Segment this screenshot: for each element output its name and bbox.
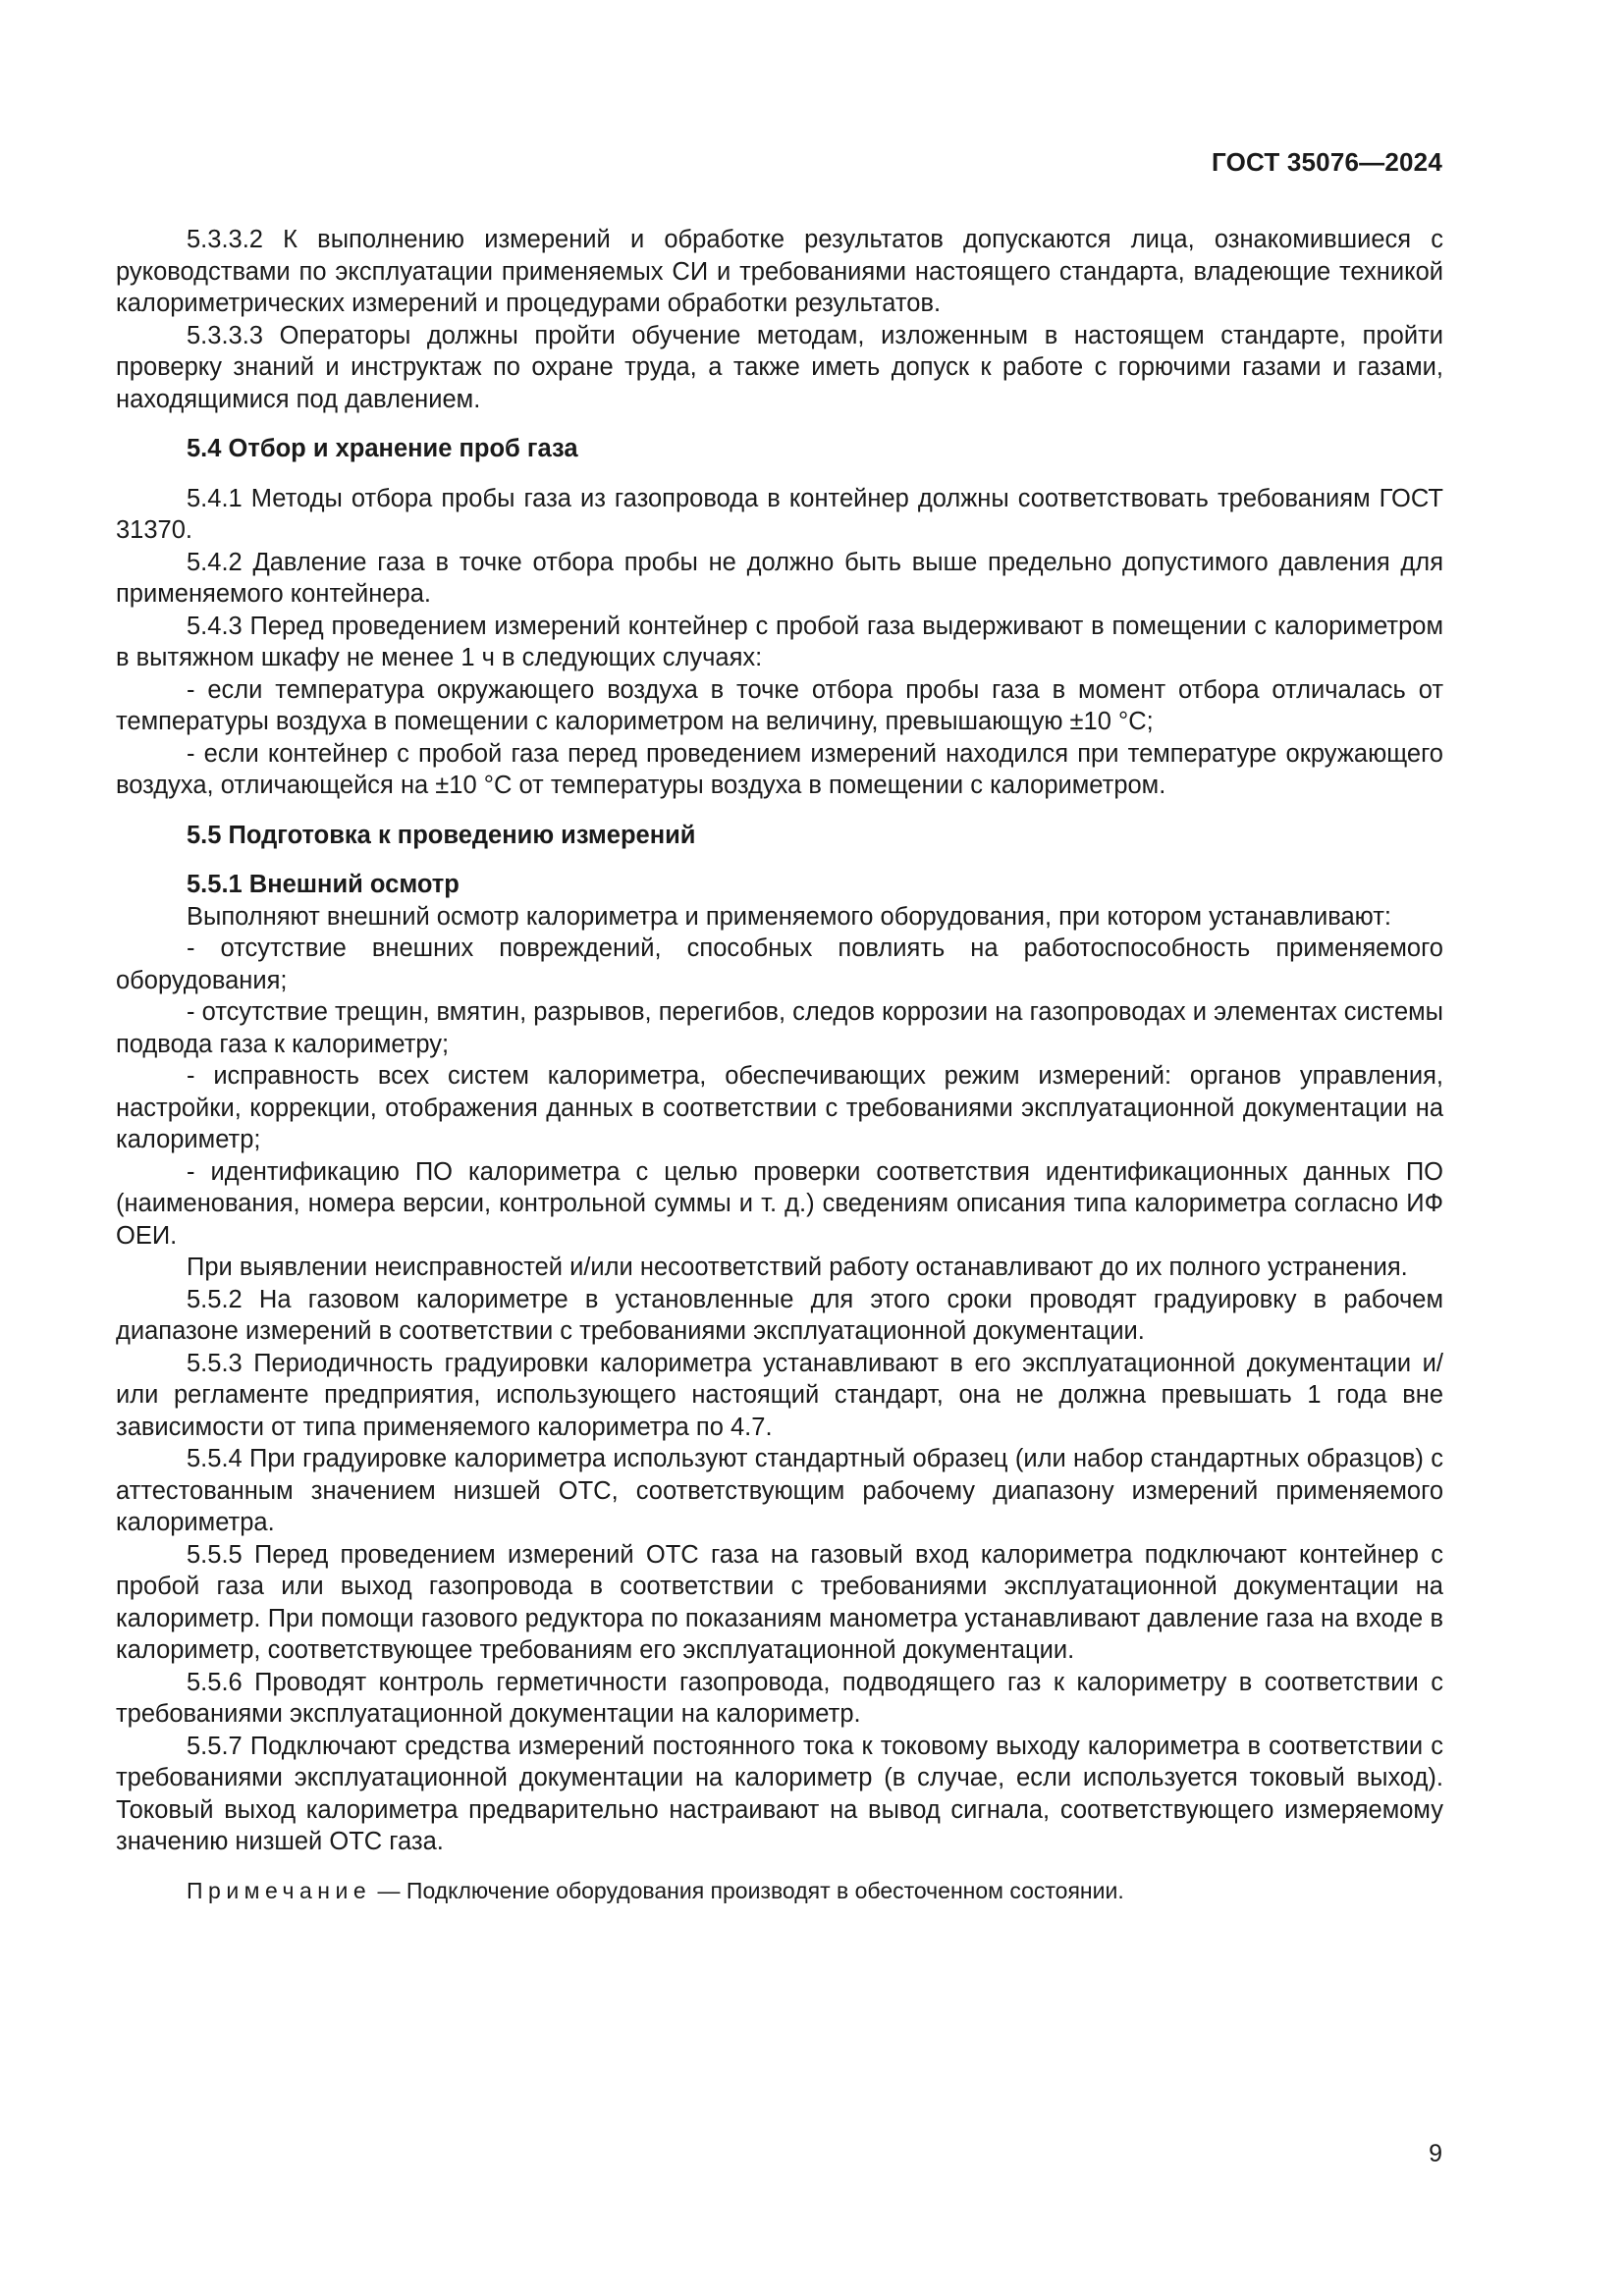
paragraph-5-5-5: 5.5.5 Перед проведением измерений ОТС газа на газовый вход калориметра подключают контейнер с пробой газа или выход газопровода в соответствии с требованиями эксплуатационной документации на калориметр. При помощи газового редуктора по показаниям манометра устанавливают давление газа на входе в калориметр, соответствующее требованиям его эксплуатационной документации.: [116, 1540, 1443, 1664]
list-item-5-5-1-a: - отсутствие внешних повреждений, способных повлиять на работоспособность применяемого оборудования;: [116, 934, 1443, 994]
paragraph-5-5-3: 5.5.3 Периодичность градуировки калориметра устанавливают в его эксплуатационной документации и/или регламенте предприятия, использующего настоящий стандарт, она не должна превышать 1 года вне зависимости от типа применяемого калориметра по 4.7.: [116, 1349, 1443, 1441]
paragraph-5-4-2: 5.4.2 Давление газа в точке отбора пробы не должно быть выше предельно допустимого давления для применяемого контейнера.: [116, 548, 1443, 608]
paragraph-5-5-7: 5.5.7 Подключают средства измерений постоянного тока к токовому выходу калориметра в соответствии с требованиями эксплуатационной документации на калориметр (в случае, если используется токовый выход). Токовый выход калориметра предварительно настраивают на вывод сигнала, соответствующего измеряемому значению низшей ОТС газа.: [116, 1732, 1443, 1855]
paragraph-5-4-3: 5.4.3 Перед проведением измерений контейнер с пробой газа выдерживают в помещении с калориметром в вытяжном шкафу не менее 1 ч в следующих случаях:: [116, 612, 1443, 671]
paragraph-5-5-6: 5.5.6 Проводят контроль герметичности газопровода, подводящего газ к калориметру в соответствии с требованиями эксплуатационной документации на калориметр.: [116, 1668, 1443, 1728]
note: [116, 1876, 1443, 1905]
subsection-heading-5-5-1: 5.5.1 Внешний осмотр: [187, 871, 460, 898]
paragraph-5-5-4: 5.5.4 При градуировке калориметра используют стандартный образец (или набор стандартных образцов) с аттестованным значением низшей ОТС, соответствующим рабочему диапазону измерений применяемого калориметра.: [116, 1445, 1443, 1536]
page-number: 9: [1429, 2140, 1442, 2167]
list-item-5-5-1-c: - исправность всех систем калориметра, обеспечивающих режим измерений: органов управления, настройки, коррекции, отображения данных в соответствии с требованиями эксплуатационной документации на калориметр;: [116, 1062, 1443, 1153]
list-item-5-4-3-a: - если температура окружающего воздуха в точке отбора пробы газа в момент отбора отличалась от температуры воздуха в помещении с калориметром на величину, превышающую ±10 °С;: [116, 675, 1443, 735]
document-body: [116, 224, 1443, 1905]
paragraph-5-4-1: 5.4.1 Методы отбора пробы газа из газопровода в контейнер должны соответствовать требованиям ГОСТ 31370.: [116, 484, 1443, 544]
section-heading-5-4: 5.4 Отбор и хранение проб газа: [187, 435, 578, 462]
paragraph-5-3-3-3: 5.3.3.3 Операторы должны пройти обучение методам, изложенным в настоящем стандарте, пройти проверку знаний и инструктаж по охране труда, а также иметь допуск к работе с горючими газами и газами, находящимися под давлением.: [116, 321, 1443, 413]
list-item-5-5-1-d: - идентификацию ПО калориметра с целью проверки соответствия идентификационных данных ПО (наименования, номера версии, контрольной суммы и т. д.) сведениям описания типа калориметра согласно ИФ ОЕИ.: [116, 1157, 1443, 1250]
note-text: — Подключение оборудования производят в обесточенном состоянии.: [371, 1877, 1124, 1903]
paragraph-5-3-3-2: 5.3.3.2 К выполнению измерений и обработке результатов допускаются лица, ознакомившиеся с руководствами по эксплуатации применяемых СИ и требованиями настоящего стандарта, владеющие техникой калориметрических измерений и процедурами обработки результатов.: [116, 226, 1443, 317]
paragraph-5-5-1-stop: При выявлении неисправностей и/или несоответствий работу останавливают до их полного устранения.: [187, 1254, 1408, 1281]
paragraph-5-5-2: 5.5.2 На газовом калориметре в установленные для этого сроки проводят градуировку в рабочем диапазоне измерений в соответствии с требованиями эксплуатационной документации.: [116, 1285, 1443, 1345]
note-label: Примечание: [187, 1877, 372, 1903]
section-heading-5-5: 5.5 Подготовка к проведению измерений: [187, 821, 696, 849]
list-item-5-4-3-b: - если контейнер с пробой газа перед проведением измерений находился при температуре окружающего воздуха, отличающейся на ±10 °С от температуры воздуха в помещении с калориметром.: [116, 739, 1443, 799]
list-item-5-5-1-b: - отсутствие трещин, вмятин, разрывов, перегибов, следов коррозии на газопроводах и элементах системы подвода газа к калориметру;: [116, 998, 1443, 1058]
document-header-standard: ГОСТ 35076—2024: [1212, 147, 1442, 177]
paragraph-5-5-1: Выполняют внешний осмотр калориметра и применяемого оборудования, при котором устанавливают:: [187, 902, 1391, 931]
